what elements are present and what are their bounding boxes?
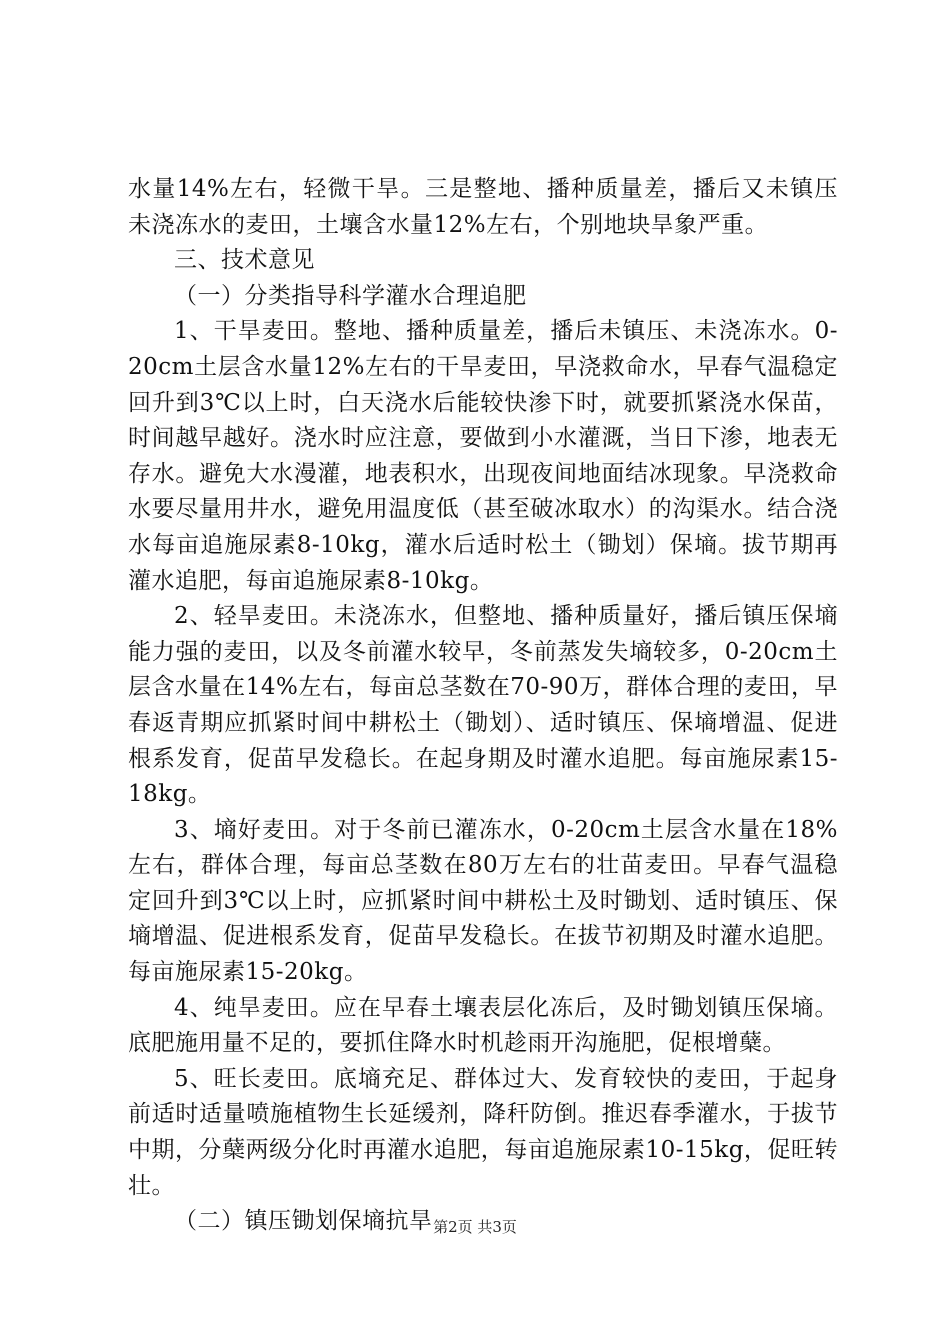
paragraph-item-4: 4、纯旱麦田。应在早春土壤表层化冻后，及时锄划镇压保墒。底肥施用量不足的，要抓住降水时机趁雨开沟施肥，促根增蘖。: [128, 994, 838, 1057]
subsection-heading-2: （二）镇压锄划保墒抗旱: [174, 1208, 433, 1235]
page-footer: 第2页 共3页: [433, 1218, 517, 1236]
paragraph-item-5: 5、旺长麦田。底墒充足、群体过大、发育较快的麦田，于起身前适时适量喷施植物生长延缓剂，降秆防倒。推迟春季灌水，于拔节中期，分蘖两级分化时再灌水追肥，每亩追施尿素10-15kg，促旺转壮。: [128, 1065, 838, 1199]
paragraph-item-2: 2、轻旱麦田。未浇冻水，但整地、播种质量好，播后镇压保墒能力强的麦田，以及冬前灌水较早，冬前蒸发失墒较多，0-20cm土层含水量在14%左右，每亩总茎数在70-90万，群体合理的麦田，早春返青期应抓紧时间中耕松土（锄划）、适时镇压、保墒增温、促进根系发育，促苗早发稳长。在起身期及时灌水追肥。每亩施尿素15-18kg。: [128, 603, 838, 808]
paragraph-item-3: 3、墒好麦田。对于冬前已灌冻水，0-20cm土层含水量在18%左右，群体合理，每亩总茎数在80万左右的壮苗麦田。早春气温稳定回升到3℃以上时，应抓紧时间中耕松土及时锄划、适时镇压、保墒增温、促进根系发育，促苗早发稳长。在拔节初期及时灌水追肥。每亩施尿素15-20kg。: [128, 816, 838, 986]
paragraph-continuation: 水量14%左右，轻微干旱。三是整地、播种质量差，播后又未镇压未浇冻水的麦田，土壤含水量12%左右，个别地块旱象严重。: [128, 176, 838, 238]
section-heading: 三、技术意见: [174, 247, 315, 274]
document-body: [128, 172, 838, 1240]
subsection-heading: （一）分类指导科学灌水合理追肥: [174, 282, 527, 309]
paragraph-item-1: 1、干旱麦田。整地、播种质量差，播后未镇压、未浇冻水。0-20cm土层含水量12%左右的干旱麦田，早浇救命水，早春气温稳定回升到3℃以上时，白天浇水后能较快渗下时，就要抓紧浇水保苗，时间越早越好。浇水时应注意，要做到小水灌溉，当日下渗，地表无存水。避免大水漫灌，地表积水，出现夜间地面结冰现象。早浇救命水要尽量用井水，避免用温度低（甚至破冰取水）的沟渠水。结合浇水每亩追施尿素8-10kg，灌水后适时松土（锄划）保墒。拔节期再灌水追肥，每亩追施尿素8-10kg。: [128, 318, 838, 594]
